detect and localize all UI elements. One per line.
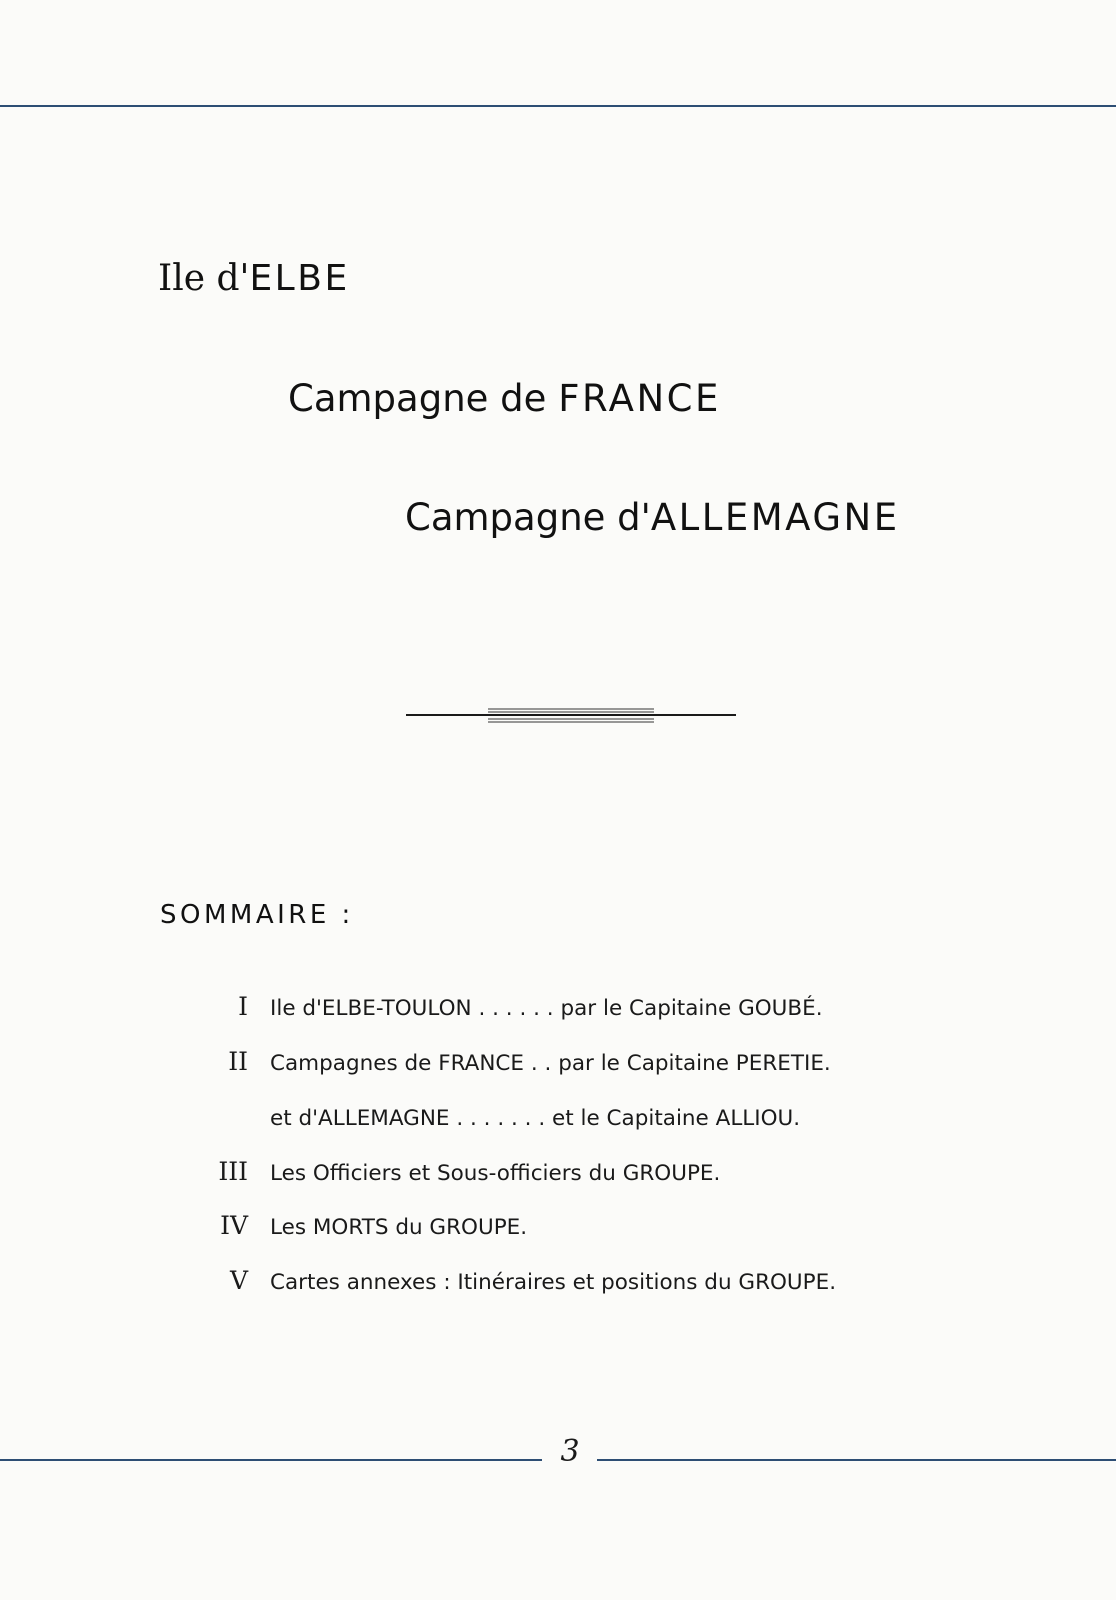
ornamental-divider: [406, 708, 736, 726]
toc-number: IV: [220, 1211, 248, 1240]
heading-prefix: Ile d': [158, 258, 250, 299]
toc-text: Les MORTS du GROUPE.: [270, 1215, 528, 1240]
toc-text: Campagnes de FRANCE . . par le Capitaine PERETIE.: [270, 1051, 831, 1076]
toc-text: et d'ALLEMAGNE . . . . . . . et le Capitaine ALLIOU.: [270, 1106, 801, 1131]
bottom-rule-right: [597, 1459, 1116, 1461]
heading-prefix: Campagne de: [288, 377, 559, 420]
toc-text: Ile d'ELBE-TOULON . . . . . . par le Capitaine GOUBÉ.: [270, 996, 823, 1021]
toc-number: III: [218, 1157, 248, 1186]
toc-number: I: [238, 992, 248, 1021]
toc-text: Les Officiers et Sous-officiers du GROUPE.: [270, 1161, 721, 1186]
heading-caps: ELBE: [249, 258, 350, 299]
page-number: 3: [560, 1434, 580, 1469]
heading-campagne-de-france: [288, 377, 721, 420]
heading-campagne-d-allemagne: [405, 496, 900, 539]
toc-number: II: [228, 1047, 248, 1076]
heading-caps: ALLEMAGNE: [650, 496, 900, 539]
sommaire-title: SOMMAIRE :: [160, 900, 354, 930]
heading-caps: FRANCE: [558, 377, 721, 420]
top-rule: [0, 105, 1116, 107]
heading-prefix: Campagne d': [405, 496, 651, 539]
heading-ile-d-elbe: [158, 258, 350, 299]
bottom-rule-left: [0, 1459, 542, 1461]
toc-number: V: [229, 1266, 248, 1295]
toc-text: Cartes annexes : Itinéraires et positions du GROUPE.: [270, 1270, 837, 1295]
